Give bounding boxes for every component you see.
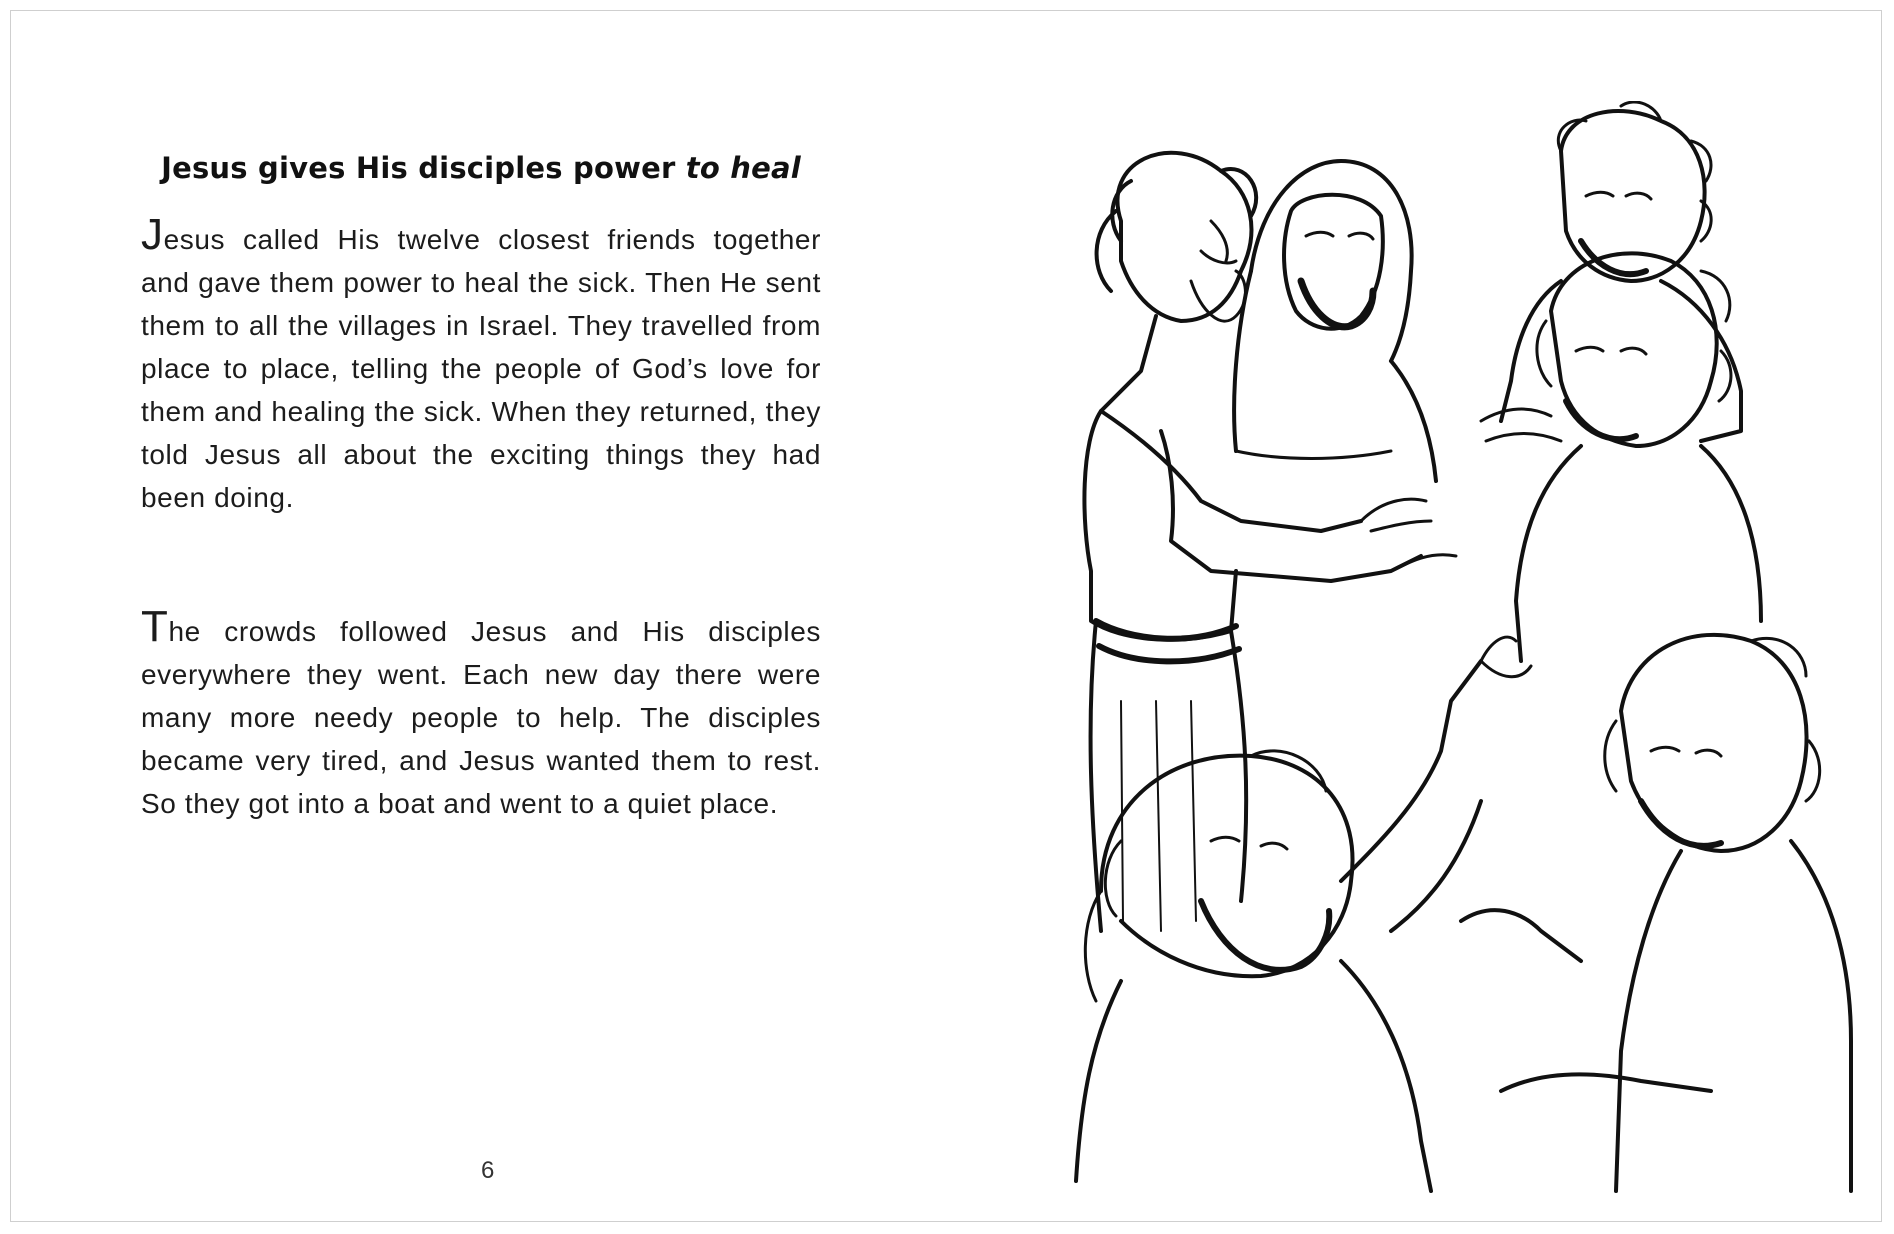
page-title	[141, 151, 821, 185]
text-column	[141, 151, 821, 825]
paragraph-2	[141, 602, 821, 825]
paragraph-1	[141, 210, 821, 519]
book-page	[10, 10, 1882, 1222]
paragraph-1-dropcap: J	[141, 210, 164, 259]
title-accent: to heal	[685, 151, 801, 185]
paragraph-1-text: esus called His twelve closest friends together and gave them power to heal the sick. Then He sent them to all the villages in Israel. They travelled from place to place, telling the people of God’s love for them and healing the sick. When they returned, they told Jesus all about the exciting things they had been doing.	[141, 224, 821, 513]
disciple-left-figure	[1084, 153, 1456, 931]
paragraph-2-dropcap: T	[141, 602, 169, 651]
jesus-kneeling-figure	[1076, 637, 1531, 1191]
disciple-right-middle-figure	[1516, 253, 1761, 661]
disciple-hooded-figure	[1234, 161, 1436, 481]
disciples-illustration	[1061, 101, 1861, 1201]
paragraph-2-text: he crowds followed Jesus and His disciples everywhere they went. Each new day there were many more needy people to help. The disciples became very tired, and Jesus wanted them to rest. So they got into a boat and went to a quiet place.	[141, 616, 821, 819]
title-main: Jesus gives His disciples power	[161, 151, 686, 185]
disciple-bottom-right-figure	[1461, 635, 1851, 1191]
page-number: 6	[481, 1157, 495, 1184]
